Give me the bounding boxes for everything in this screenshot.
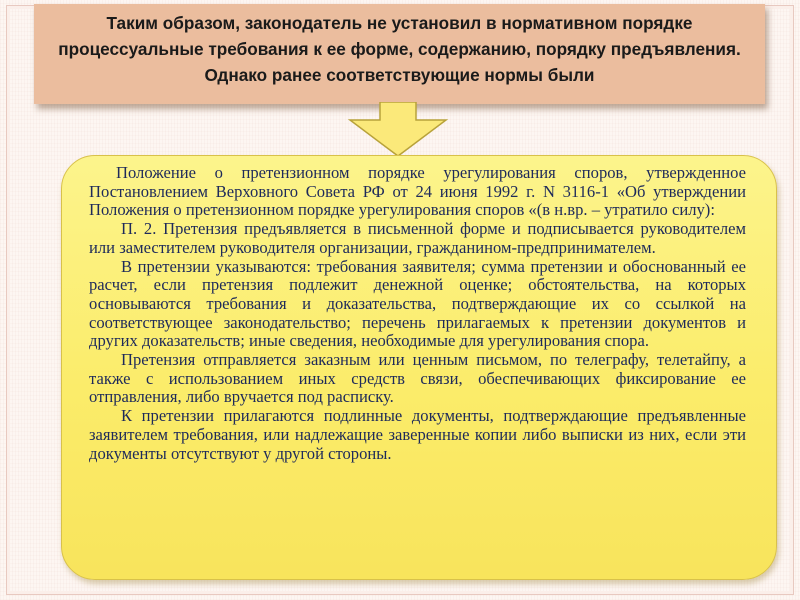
down-arrow-shape: [350, 102, 446, 156]
paragraph-claim-contents: В претензии указываются: требования заявителя; сумма претензии и обоснованный ее расчет, если претензия подлежит денежной оценке; обстоятельства, на которых основываются требования и доказательства, подтверждающие их со ссылкой на соответствующее законодательство; перечень прилагаемых к претензии документов и других доказательств; иные сведения, необходимые для урегулирования спора.: [89, 256, 746, 351]
paragraph-attachments: К претензии прилагаются подлинные документы, подтверждающие предъявленные заявителем требования, или надлежащие заверенные копии либо выписки из них, если эти документы отсутствуют у другой стороны.: [89, 406, 746, 463]
paragraph-sending: Претензия отправляется заказным или ценным письмом, по телеграфу, телетайпу, а также с использованием иных средств связи, обеспечивающих фиксирование ее отправления, либо вручается под расписку.: [89, 350, 746, 407]
content-text: [89, 164, 746, 463]
content-box: [61, 155, 777, 580]
paragraph-item-2: П. 2. Претензия предъявляется в письменной форме и подписывается руководителем или заместителем руководителя организации, гражданином-предпринимателем.: [89, 219, 746, 257]
paragraph-intro: Положение о претензионном порядке урегулирования споров, утвержденное Постановлением Верховного Совета РФ от 24 июня 1992 г. N 3116-1 «Об утверждении Положения о претензионном порядке урегулирования споров «(в н.вр. – утратило силу):: [89, 163, 746, 220]
header-text: Таким образом, законодатель не установил в нормативном порядке процессуальные требования к ее форме, содержанию, порядку предъявления. Однако ранее соответствующие нормы были: [58, 13, 741, 85]
header-box: [34, 4, 765, 104]
down-arrow-icon: [346, 102, 450, 158]
